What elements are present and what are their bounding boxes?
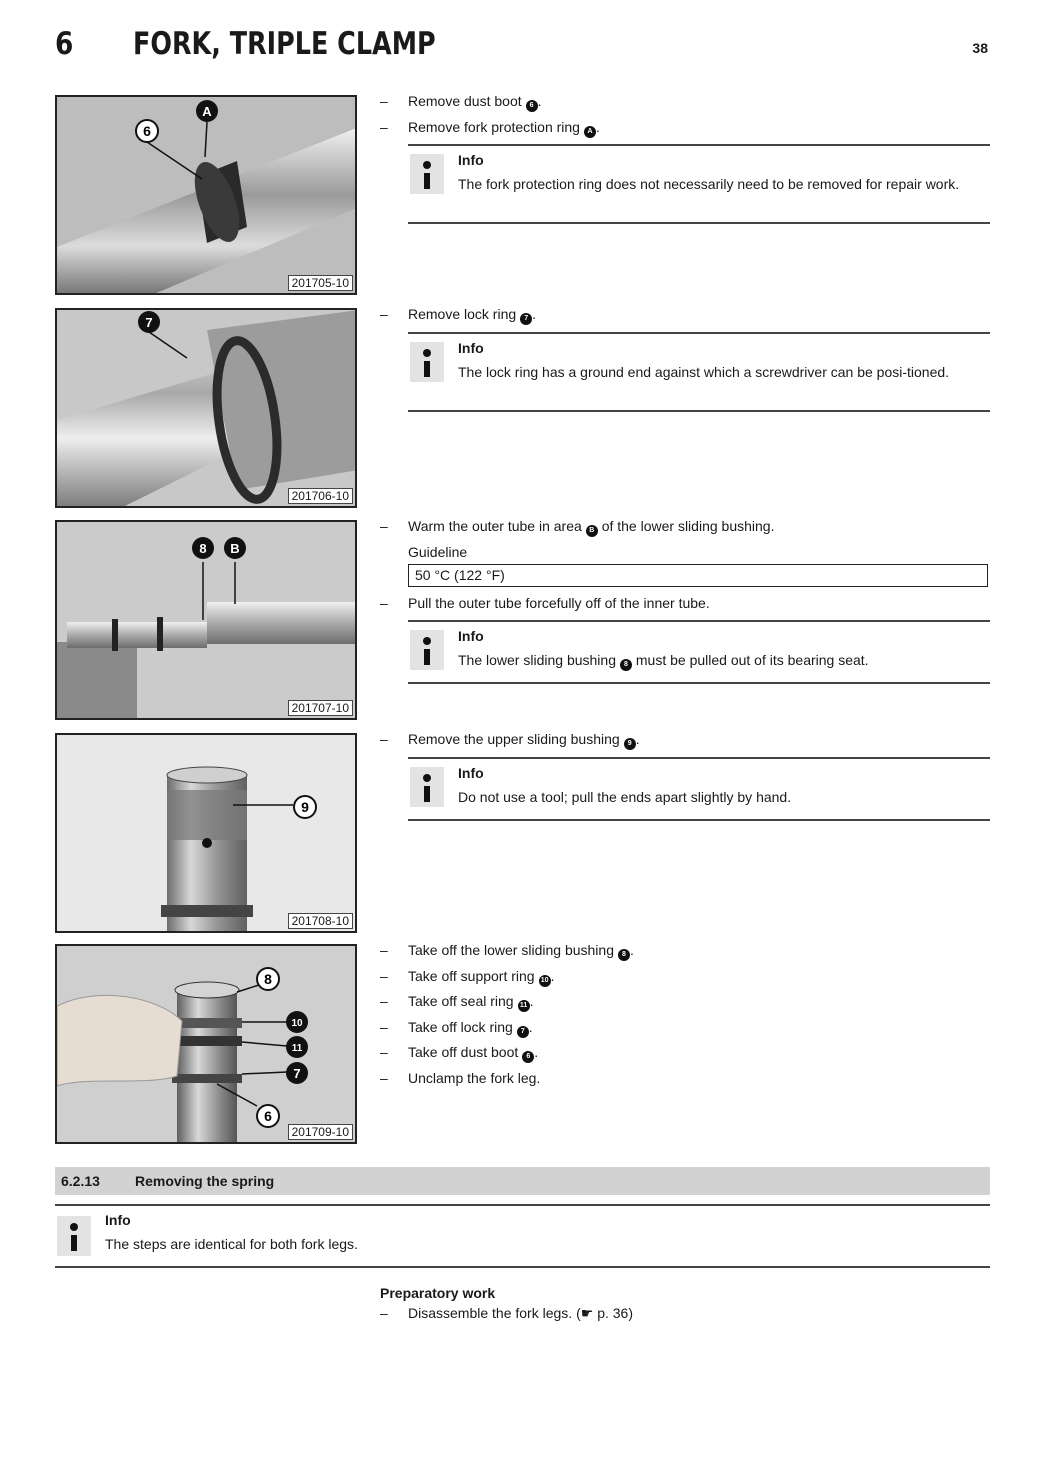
page-header	[55, 22, 990, 72]
info-text: The steps are identical for both fork legs.	[105, 1236, 358, 1252]
photo-fork-leg-parts	[55, 944, 357, 1144]
step-item: – Remove fork protection ring A .	[380, 117, 992, 143]
step-item: – Take off seal ring 11 .	[380, 991, 992, 1017]
ref-badge: 7	[517, 1026, 529, 1038]
page-number: 38	[972, 40, 988, 56]
info-icon	[410, 154, 444, 194]
info-icon	[410, 767, 444, 807]
info-icon	[410, 630, 444, 670]
info-icon	[410, 342, 444, 382]
steps-block-4	[380, 729, 992, 821]
photo-id: 201708-10	[288, 913, 353, 929]
step-item: – Remove lock ring 7 .	[380, 304, 992, 330]
photo-id: 201707-10	[288, 700, 353, 716]
photo-lock-ring	[55, 308, 357, 508]
callout-8: 8	[199, 541, 207, 556]
photo-outer-tube	[55, 520, 357, 720]
ref-badge: 8	[620, 659, 632, 671]
ref-badge: B	[586, 525, 598, 537]
pointing-hand-icon: ☛	[580, 1305, 594, 1321]
section-number: 6.2.13	[61, 1173, 100, 1189]
steps-block-2	[380, 304, 992, 412]
photo-upper-bushing	[55, 733, 357, 933]
step-item: – Take off dust boot 6 .	[380, 1042, 992, 1068]
info-box	[408, 144, 990, 224]
page-reference-link[interactable]: p. 36	[597, 1305, 629, 1321]
info-box	[408, 757, 990, 821]
info-box	[408, 332, 990, 412]
ref-badge: 7	[520, 313, 532, 325]
steps-block-5	[380, 940, 992, 1093]
photo-id: 201709-10	[288, 1124, 353, 1140]
callout-11: 11	[291, 1043, 303, 1054]
prep-title: Preparatory work	[380, 1285, 496, 1301]
step-item: – Unclamp the fork leg.	[380, 1069, 541, 1086]
ref-badge: 6	[526, 100, 538, 112]
callout-B: B	[230, 541, 240, 556]
section-title: Removing the spring	[135, 1173, 275, 1189]
info-box	[408, 620, 990, 684]
info-title: Info	[458, 764, 484, 781]
info-title: Info	[458, 628, 484, 644]
steps-block-1	[380, 91, 992, 224]
chapter-number: 6	[55, 26, 74, 62]
step-item: – Remove the upper sliding bushing 9 .	[380, 729, 992, 755]
chapter-title: FORK, TRIPLE CLAMP	[133, 26, 436, 62]
photo-id: 201706-10	[288, 488, 353, 504]
info-title: Info	[105, 1212, 131, 1228]
callout-7: 7	[145, 315, 153, 330]
info-text: The lock ring has a ground end against which a screwdriver can be posi-tioned.	[458, 363, 950, 380]
step-item: – Take off the lower sliding bushing 8 .	[380, 940, 992, 966]
callout-6: 6	[143, 123, 151, 139]
ref-badge: 10	[539, 975, 551, 987]
callout-10: 10	[291, 1018, 303, 1029]
info-title: Info	[458, 339, 484, 356]
callout-9: 9	[301, 799, 309, 815]
ref-badge: 6	[522, 1051, 534, 1063]
callout-6: 6	[264, 1108, 272, 1124]
info-icon	[57, 1216, 91, 1256]
preparatory-work	[380, 1283, 633, 1329]
guideline-label: Guideline	[408, 543, 468, 560]
step-item: – Take off support ring 10 .	[380, 966, 992, 992]
callout-7: 7	[293, 1066, 301, 1081]
callout-A: A	[202, 104, 212, 119]
photo-fork-dust-boot	[55, 95, 357, 295]
info-text: Do not use a tool; pull the ends apart slightly by hand.	[458, 788, 792, 805]
ref-badge: 11	[518, 1000, 530, 1012]
info-text: The fork protection ring does not necessarily need to be removed for repair work.	[458, 176, 960, 192]
step-item: – Warm the outer tube in area B of the lower sliding bushing.	[380, 516, 992, 542]
callout-8: 8	[264, 971, 272, 987]
info-text: The lower sliding bushing 8 must be pulled out of its bearing seat.	[458, 651, 983, 671]
guideline-value: 50 °C (122 °F)	[408, 564, 988, 587]
step-item: – Take off lock ring 7 .	[380, 1017, 992, 1043]
ref-badge: 9	[624, 738, 636, 750]
ref-badge: A	[584, 126, 596, 138]
section-heading	[55, 1167, 990, 1195]
photo-id: 201705-10	[288, 275, 353, 291]
step-item: – Disassemble the fork legs. (☛ p. 36)	[380, 1305, 634, 1321]
steps-block-3	[380, 516, 992, 684]
info-box	[55, 1204, 990, 1268]
step-item: – Pull the outer tube forcefully off of the inner tube.	[380, 594, 710, 611]
info-title: Info	[458, 152, 484, 168]
step-item: – Remove dust boot 6 .	[380, 91, 992, 117]
ref-badge: 8	[618, 949, 630, 961]
